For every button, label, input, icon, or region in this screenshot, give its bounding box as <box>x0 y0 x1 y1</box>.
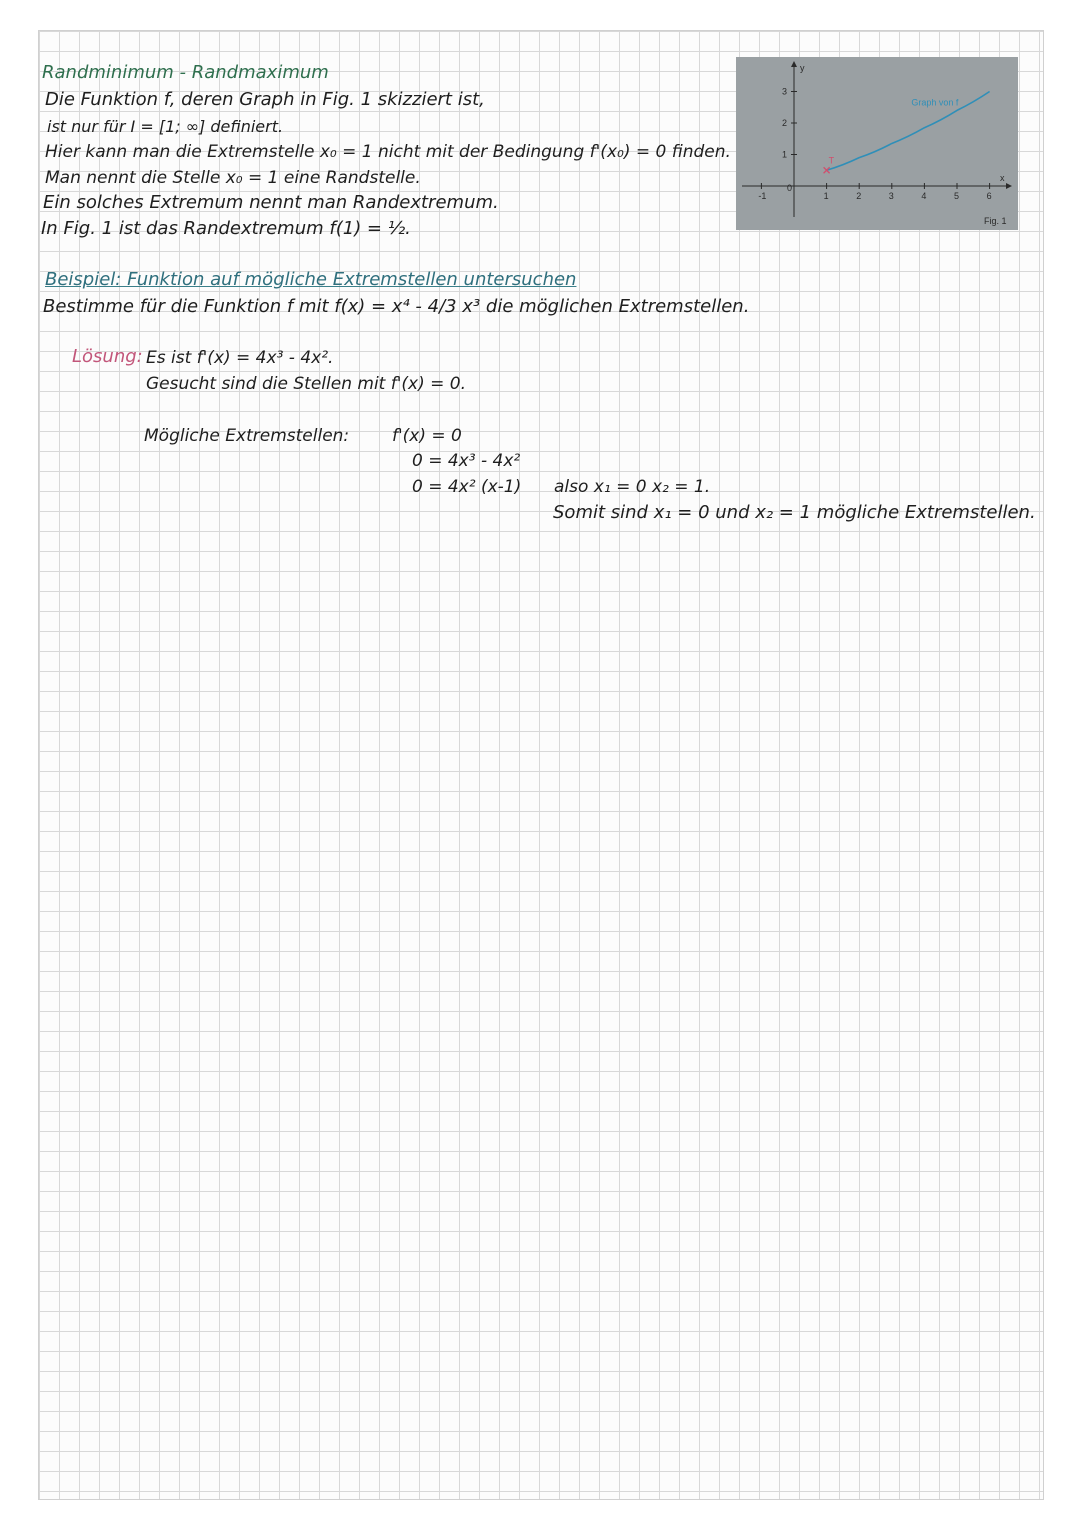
y-axis-label: y <box>800 63 805 73</box>
figure-caption: Fig. 1 <box>984 216 1007 226</box>
function-graph-chart <box>736 57 1018 230</box>
x-tick-label: 4 <box>921 191 927 201</box>
x-tick-label: 1 <box>823 191 829 201</box>
text-line-1: Die Funktion f, deren Graph in Fig. 1 skizziert ist, <box>45 89 485 110</box>
solution-line-2: Gesucht sind die Stellen mit f'(x) = 0. <box>146 374 466 394</box>
solution-line-1: Es ist f'(x) = 4x³ - 4x². <box>146 348 334 368</box>
text-line-3: Hier kann man die Extremstelle x₀ = 1 nicht mit der Bedingung f'(x₀) = 0 finden. <box>45 142 731 162</box>
x-axis-arrow <box>1006 183 1012 189</box>
text-line-2: ist nur für I = [1; ∞] definiert. <box>47 117 284 136</box>
text-line-4: Man nennt die Stelle x₀ = 1 eine Randstelle. <box>45 168 421 188</box>
example-title: Beispiel: Funktion auf mögliche Extremstellen untersuchen <box>45 269 577 290</box>
possible-extrema-label: Mögliche Extremstellen: <box>144 426 350 446</box>
curve-label: Graph von f <box>911 97 959 108</box>
x-tick-label: 0 <box>787 183 793 193</box>
y-tick-label: 1 <box>782 149 788 160</box>
section-title: Randminimum - Randmaximum <box>42 62 329 83</box>
graph-paper-page <box>38 30 1044 1500</box>
y-tick-label: 3 <box>782 86 788 97</box>
x-axis-label: x <box>1000 173 1005 183</box>
y-axis-arrow <box>791 61 797 67</box>
x-tick-label: 5 <box>954 191 960 201</box>
x-tick-label: 6 <box>986 191 992 201</box>
result-line-1: also x₁ = 0 x₂ = 1. <box>554 477 711 497</box>
example-task: Bestimme für die Funktion f mit f(x) = x⁴ - 4/3 x³ die möglichen Extremstellen. <box>43 296 750 317</box>
x-tick-label: -1 <box>758 191 767 201</box>
equation-1: f'(x) = 0 <box>392 426 462 446</box>
x-tick-label: 2 <box>856 191 862 201</box>
x-tick-label: 3 <box>888 191 894 201</box>
text-line-6: In Fig. 1 ist das Randextremum f(1) = ½. <box>41 218 411 239</box>
y-tick-label: 2 <box>782 118 788 128</box>
text-line-5: Ein solches Extremum nennt man Randextremum. <box>43 192 499 213</box>
point-label-T: T <box>828 155 835 166</box>
figure-graph <box>736 57 1018 230</box>
equation-2: 0 = 4x³ - 4x² <box>412 451 521 471</box>
solution-label: Lösung: <box>72 346 143 367</box>
result-line-2: Somit sind x₁ = 0 und x₂ = 1 mögliche Extremstellen. <box>553 502 1036 523</box>
function-curve <box>827 92 990 171</box>
equation-3: 0 = 4x² (x-1) <box>412 477 522 497</box>
